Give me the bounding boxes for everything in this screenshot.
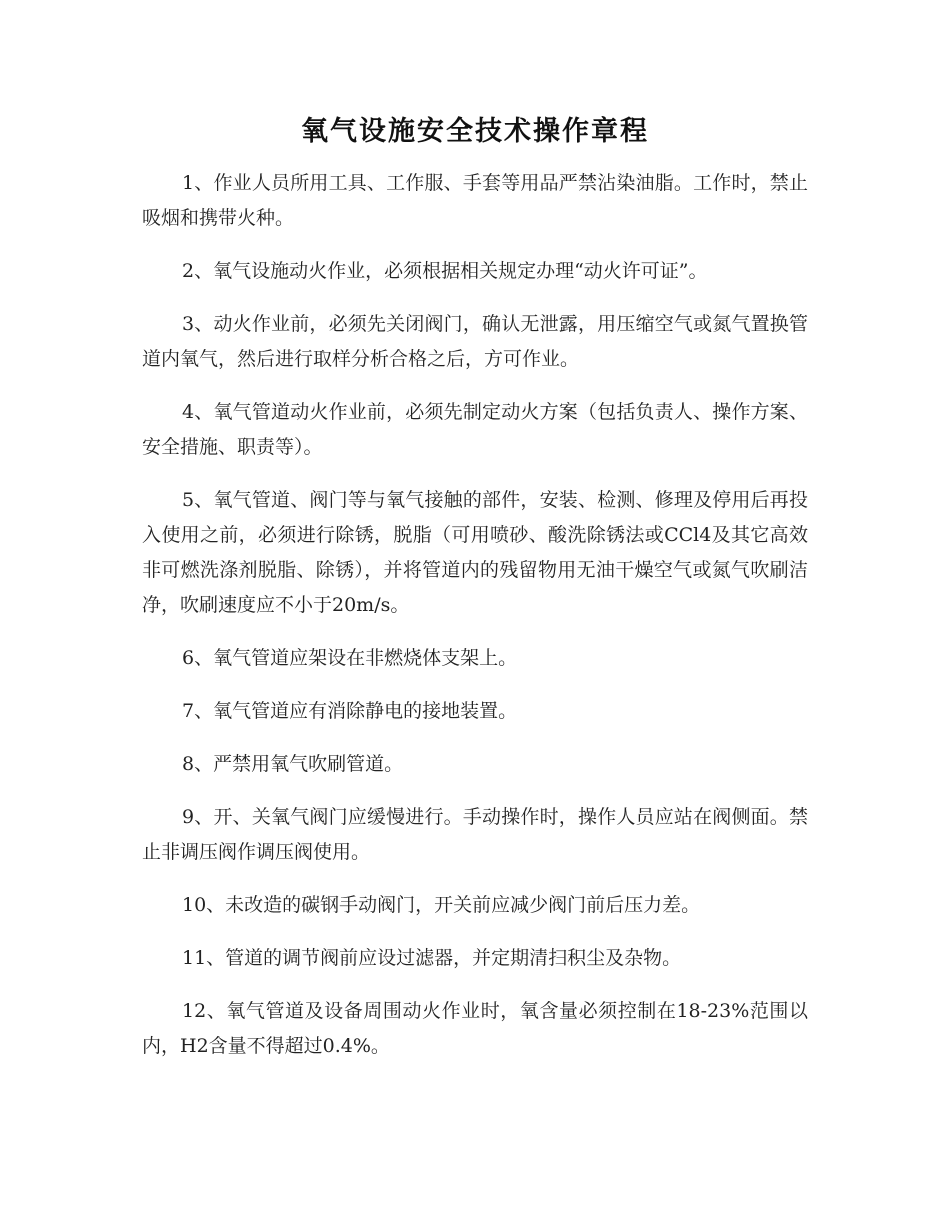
document-body — [142, 166, 808, 1082]
paragraph-9: 9、开、关氧气阀门应缓慢进行。手动操作时，操作人员应站在阀侧面。禁止非调压阀作调压阀使用。 — [142, 806, 808, 863]
paragraph-1: 1、作业人员所用工具、工作服、手套等用品严禁沾染油脂。工作时，禁止吸烟和携带火种。 — [142, 172, 808, 229]
paragraph-8: 8、严禁用氧气吹刷管道。 — [182, 753, 404, 775]
paragraph-6: 6、氧气管道应架设在非燃烧体支架上。 — [182, 647, 518, 669]
paragraph-5: 5、氧气管道、阀门等与氧气接触的部件，安装、检测、修理及停用后再投入使用之前，必须进行除锈，脱脂（可用喷砂、酸洗除锈法或CCl4及其它高效非可燃洗涤剂脱脂、除锈），并将管道内的残留物用无油干燥空气或氮气吹刷洁净，吹刷速度应不小于20m/s。 — [142, 489, 808, 616]
document-title: 氧气设施安全技术操作章程 — [301, 116, 649, 147]
paragraph-7: 7、氧气管道应有消除静电的接地装置。 — [182, 700, 518, 722]
paragraph-4: 4、氧气管道动火作业前，必须先制定动火方案（包括负责人、操作方案、安全措施、职责等）。 — [142, 401, 808, 458]
paragraph-3: 3、动火作业前，必须先关闭阀门，确认无泄露，用压缩空气或氮气置换管道内氧气，然后进行取样分析合格之后，方可作业。 — [142, 313, 808, 370]
paragraph-10: 10、未改造的碳钢手动阀门，开关前应减少阀门前后压力差。 — [182, 894, 701, 916]
paragraph-11: 11、管道的调节阀前应设过滤器，并定期清扫积尘及杂物。 — [182, 947, 682, 969]
paragraph-2: 2、氧气设施动火作业，必须根据相关规定办理“动火许可证”。 — [182, 260, 708, 282]
paragraph-12: 12、氧气管道及设备周围动火作业时，氧含量必须控制在18-23%范围以内，H2含量不得超过0.4%。 — [142, 1000, 808, 1057]
